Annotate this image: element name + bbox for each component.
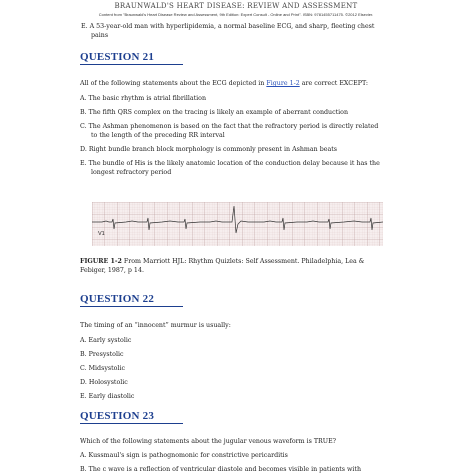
question-21-stem [80, 79, 368, 88]
question-22-stem: The timing of an “innocent” murmur is usually: [80, 322, 231, 329]
option-c-continued: to the length of the preceding RR interval [91, 132, 225, 139]
option-b: B. The c wave is a reflection of ventricular diastole and becomes visible in patients with [80, 466, 362, 473]
option-a: A. Early systolic [80, 337, 132, 344]
question-21-title: QUESTION 21 [80, 51, 155, 63]
content-credit: Content from "Braunwald's Heart Disease Review and Assessment, 9th Edition: Expert Consult - Online and Print". ISBN: 9781455711475. ©2012 Elsevier. [98, 12, 374, 17]
option-a: A. Kussmaul's sign is pathognomonic for constrictive pericarditis [80, 452, 288, 459]
figure-caption [80, 257, 364, 266]
figure-caption-label: FIGURE 1-2 [80, 258, 122, 265]
option-b: B. The fifth QRS complex on the tracing is likely an example of aberrant conduction [80, 109, 348, 116]
question-23-stem: Which of the following statements about the jugular venous waveform is TRUE? [80, 438, 337, 445]
heading-underline [80, 306, 183, 307]
ecg-grid [92, 202, 383, 246]
question-23-heading [80, 410, 183, 424]
previous-option-e-continued: pains [91, 32, 109, 39]
option-e: E. The bundle of His is the likely anatomic location of the conduction delay because it has the [80, 160, 380, 167]
ecg-strip-figure [92, 202, 383, 246]
heading-underline [80, 423, 183, 424]
question-21-heading [80, 51, 183, 65]
stem-text-after: are correct EXCEPT: [299, 80, 369, 87]
stem-text-before: All of the following statements about the ECG depicted in [80, 80, 267, 87]
option-d: D. Right bundle branch block morphology is commonly present in Ashman beats [80, 146, 337, 153]
book-title: BRAUNWALD'S HEART DISEASE: REVIEW AND ASSESSMENT [114, 2, 358, 10]
option-e-continued: longest refractory period [91, 169, 172, 176]
option-c: C. The Ashman phenomenon is based on the fact that the refractory period is directly related [80, 123, 379, 130]
option-e: E. Early diastolic [80, 393, 135, 400]
figure-caption-continued: Febiger, 1987, p 14. [80, 267, 144, 274]
ecg-lead-label: V1 [98, 231, 105, 237]
option-d: D. Holosystolic [80, 379, 128, 386]
option-a: A. The basic rhythm is atrial fibrillation [80, 95, 207, 102]
question-22-title: QUESTION 22 [80, 293, 155, 305]
option-c: C. Midsystolic [80, 365, 125, 372]
question-23-title: QUESTION 23 [80, 410, 155, 422]
heading-underline [80, 64, 183, 65]
option-b: B. Presystolic [80, 351, 124, 358]
question-22-heading [80, 293, 183, 307]
figure-1-2-link[interactable]: Figure 1-2 [266, 80, 300, 87]
figure-caption-text: From Marriott HJL: Rhythm Quizlets: Self Assessment. Philadelphia, Lea & [121, 258, 365, 265]
previous-option-e: E. A 53-year-old man with hyperlipidemia, a normal baseline ECG, and sharp, fleeting chest [81, 23, 375, 30]
